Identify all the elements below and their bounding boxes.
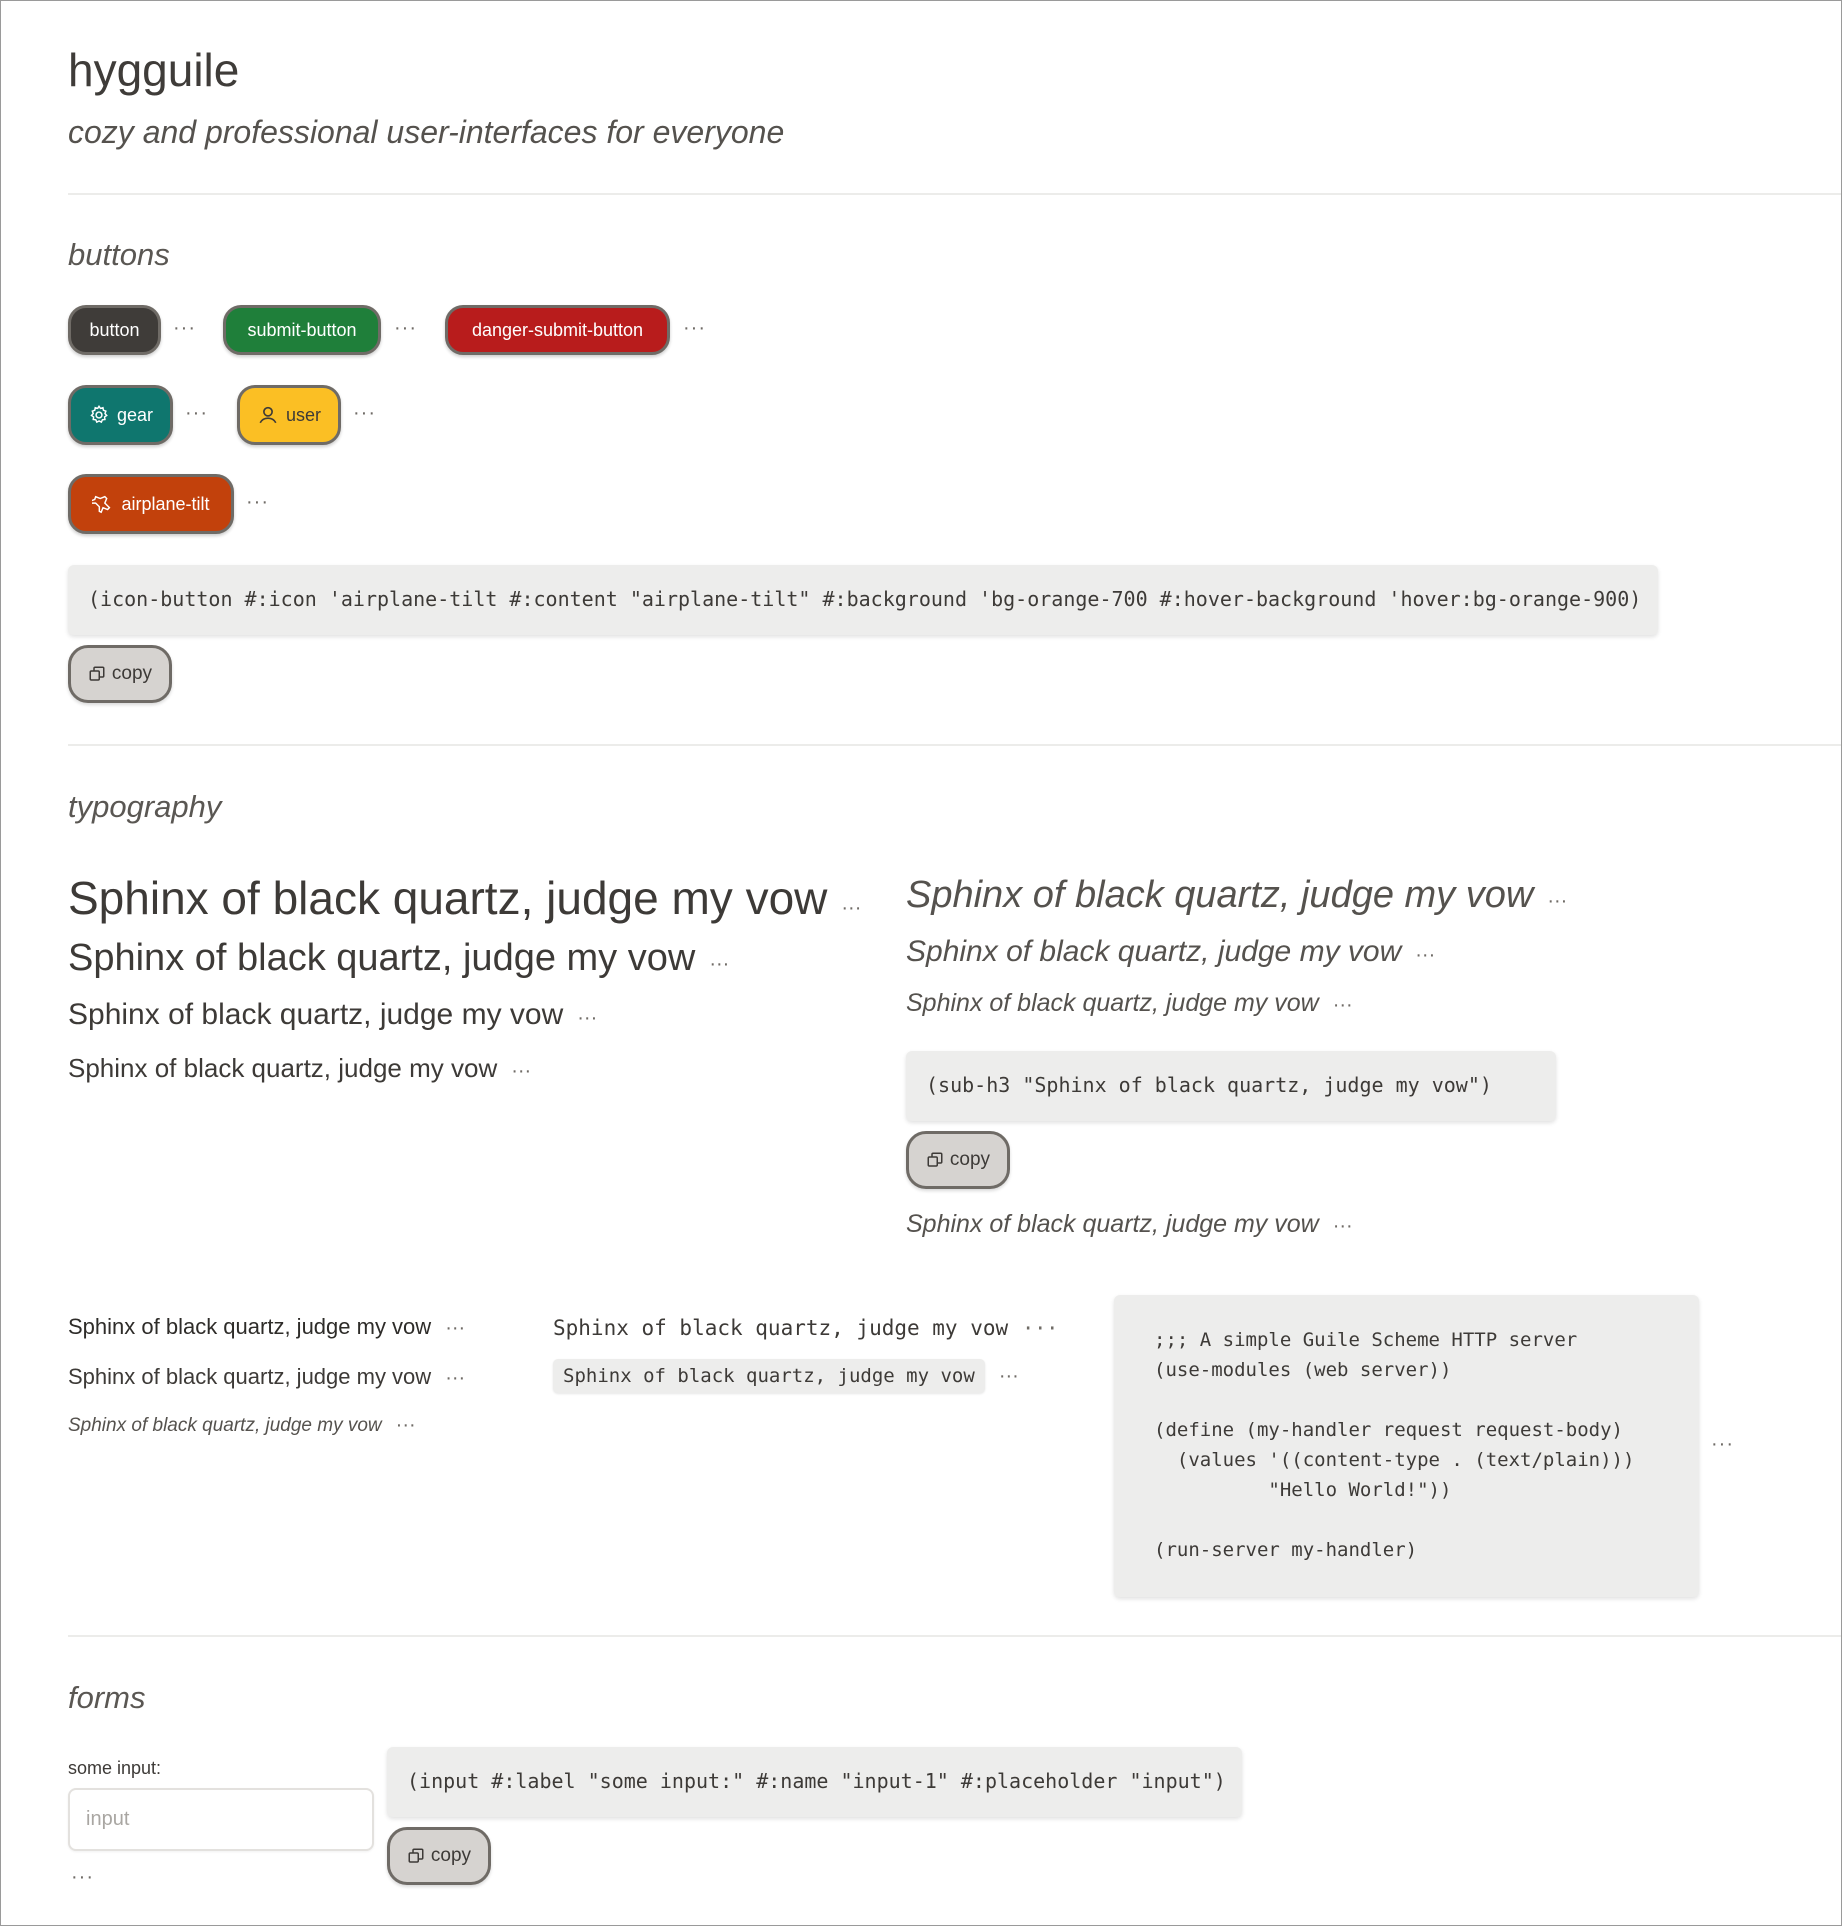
options-button[interactable]: ··· xyxy=(394,317,417,339)
options-button[interactable]: ··· xyxy=(841,897,862,919)
user-button-label: user xyxy=(285,404,321,425)
copy-button-label: copy xyxy=(111,663,153,684)
paragraph-sample: Sphinx of black quartz, judge my vow xyxy=(68,1364,432,1389)
copy-icon xyxy=(407,1847,425,1865)
h3-sample: Sphinx of black quartz, judge my vow xyxy=(68,998,564,1031)
divider xyxy=(68,1635,1841,1637)
sub-h1-sample: Sphinx of black quartz, judge my vow xyxy=(906,874,1534,916)
options-button[interactable]: ··· xyxy=(1415,944,1436,966)
divider xyxy=(68,193,1841,195)
input-label: some input: xyxy=(68,1758,162,1778)
options-button[interactable]: ··· xyxy=(1711,1433,1734,1455)
options-button[interactable]: ··· xyxy=(683,317,706,339)
code-snippet-icon-button: (icon-button #:icon 'airplane-tilt #:content "airplane-tilt" #:background 'bg-orange-700 #:hover-background 'hover:bg-orange-900) xyxy=(68,565,1658,635)
section-title-buttons: buttons xyxy=(68,237,170,272)
button-label: button xyxy=(89,319,140,340)
gear-icon xyxy=(88,404,110,426)
section-title-typography: typography xyxy=(68,789,222,824)
options-button[interactable]: ··· xyxy=(998,1365,1019,1387)
options-button[interactable]: ··· xyxy=(1332,1215,1353,1237)
gear-button[interactable] xyxy=(68,385,173,445)
options-button[interactable]: ··· xyxy=(395,1414,416,1436)
typography-h2 xyxy=(68,937,729,980)
some-input-field[interactable] xyxy=(68,1788,374,1851)
h1-sample: Sphinx of black quartz, judge my vow xyxy=(68,872,828,924)
gear-button-label: gear xyxy=(116,404,154,425)
typography-sub-h2 xyxy=(906,935,1435,969)
danger-submit-button-demo[interactable] xyxy=(445,305,670,355)
danger-submit-button-label: danger-submit-button xyxy=(471,319,644,340)
options-button[interactable]: ··· xyxy=(353,402,376,424)
copy-button[interactable] xyxy=(906,1131,1010,1189)
submit-button-label: submit-button xyxy=(247,319,357,340)
h4-sample: Sphinx of black quartz, judge my vow xyxy=(68,1053,498,1083)
typography-h3 xyxy=(68,998,597,1032)
copy-button-label: copy xyxy=(430,1845,472,1866)
copy-button[interactable] xyxy=(387,1827,491,1885)
sub-h4-sample: Sphinx of black quartz, judge my vow xyxy=(906,1210,1319,1238)
sub-h2-sample: Sphinx of black quartz, judge my vow xyxy=(906,935,1402,968)
copy-button-label: copy xyxy=(949,1149,991,1170)
typography-strong xyxy=(68,1314,465,1340)
airplane-tilt-icon xyxy=(92,493,114,515)
options-button[interactable]: ··· xyxy=(1547,890,1568,912)
copy-icon xyxy=(926,1151,944,1169)
typography-sub-h3 xyxy=(906,989,1353,1018)
copy-button[interactable] xyxy=(68,645,172,703)
user-button[interactable] xyxy=(237,385,341,445)
code-block-server: ;;; A simple Guile Scheme HTTP server (use-modules (web server)) (define (my-handler request request-body) (values '((content-type . (text/plain))) "Hello World!")) (run-server my-handler) xyxy=(1114,1295,1699,1597)
submit-button-demo[interactable] xyxy=(223,305,381,355)
typography-inline-code xyxy=(553,1359,1019,1393)
typography-sub-h4 xyxy=(906,1210,1353,1239)
options-button[interactable]: ··· xyxy=(511,1060,532,1082)
options-button[interactable]: ··· xyxy=(185,402,208,424)
strong-sample: Sphinx of black quartz, judge my vow xyxy=(68,1314,432,1339)
airplane-tilt-button[interactable] xyxy=(68,474,234,534)
page-subtitle: cozy and professional user-interfaces for everyone xyxy=(68,114,785,150)
options-button[interactable]: ··· xyxy=(709,953,730,975)
options-button[interactable]: ··· xyxy=(577,1007,598,1029)
airplane-tilt-button-label: airplane-tilt xyxy=(121,493,210,514)
options-button[interactable]: ··· xyxy=(173,317,196,339)
typography-small xyxy=(68,1414,416,1437)
options-button[interactable]: ··· xyxy=(1022,1316,1059,1340)
inline-code-sample: Sphinx of black quartz, judge my vow xyxy=(553,1359,985,1393)
monospace-sample: Sphinx of black quartz, judge my vow xyxy=(553,1316,1009,1340)
h2-sample: Sphinx of black quartz, judge my vow xyxy=(68,937,696,979)
page-title: hygguile xyxy=(68,44,240,96)
options-button[interactable]: ··· xyxy=(445,1317,466,1339)
button-demo[interactable] xyxy=(68,305,161,355)
user-icon xyxy=(257,404,279,426)
typography-sub-h1 xyxy=(906,874,1567,917)
code-snippet-input: (input #:label "some input:" #:name "input-1" #:placeholder "input") xyxy=(387,1747,1242,1817)
divider xyxy=(68,744,1841,746)
copy-icon xyxy=(88,665,106,683)
small-sample: Sphinx of black quartz, judge my vow xyxy=(68,1415,382,1436)
code-snippet-sub-h3: (sub-h3 "Sphinx of black quartz, judge my vow") xyxy=(906,1051,1556,1121)
sub-h3-sample: Sphinx of black quartz, judge my vow xyxy=(906,989,1319,1017)
options-button[interactable]: ··· xyxy=(246,491,269,513)
typography-monospace xyxy=(553,1316,1058,1340)
options-button[interactable]: ··· xyxy=(445,1367,466,1389)
options-button[interactable]: ··· xyxy=(1332,994,1353,1016)
typography-paragraph xyxy=(68,1364,465,1390)
typography-h4 xyxy=(68,1053,531,1084)
typography-h1 xyxy=(68,871,861,925)
options-button[interactable]: ··· xyxy=(71,1866,94,1888)
section-title-forms: forms xyxy=(68,1680,146,1715)
